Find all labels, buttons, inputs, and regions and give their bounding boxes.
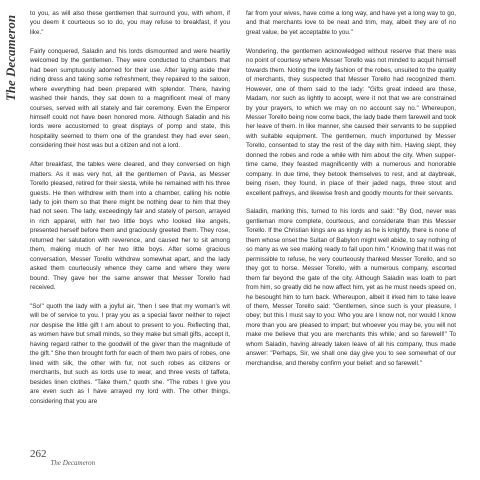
running-title-wrap <box>0 8 22 108</box>
running-title-spine <box>0 0 22 480</box>
footer-title: The Decameron <box>50 459 96 467</box>
paragraph: Saladin, marking this, turned to his lords and said: "By God, never was gentleman more complete, courteous, and considerate than this Messer Torello. If the Christian kings are as kingly as he is knightly, there is none of them whose onset the Sultan of Babylon might well abide, to say nothing of so many as we see making ready to fall upon him." Knowing that it was not permissible to refuse, he very courteously thanked Messer Torello, and so they got to horse. Messer Torello, with a numerous company, escorted them far beyond the gate of the city. Although Saladin was loath to part from him, so greatly did he now affect him, yet as he must needs speed on, he besought him to turn back. Whereupon, albeit it irked him to take leave of them, Messer Torello said: "Gentlemen, since such is your pleasure, I obey; but this I must say to you: Who you are I know not, nor would I know more than you are pleased to impart; but whoever you may be, you will not make me believe that you are merchants this while; and so farewell!" To whom Saladin, having already taken leave of all his company, thus made answer: "Perhaps, Sir, we shall one day give you to see somewhat of our merchandise, and thereby confirm your belief: and so farewell." <box>246 208 456 367</box>
paragraph: far from your wives, have come a long way, and have yet a long way to go, and that merchants love to be neat and trim, may, albeit they are of no great value, be yet acceptable to you." <box>246 10 456 36</box>
page-footer <box>30 448 96 467</box>
paragraph: Wondering, the gentlemen acknowledged without reserve that there was no point of courtesy where Messer Torello was not minded to acquit himself towards them. Noting the lordly fashion of the robes, unsuited to the quality of merchants, they suspected that Messer Torello had recognized them. However, one of them said to the lady: "Gifts great indeed are these, Madam, nor such as lightly to accept, were it not that we are constrained by your prayers, to which we may on no account say no." Whereupon, Messer Torello being now come back, the lady bade them farewell and took her leave of them. In like manner, she caused their servants to be supplied with suitable equipment. The gentlemen, much importuned by Messer Torello, consented to stay the rest of the day with him. Having slept, they donned the robes and rode a while with him about the city. When supper-time came, they feasted magnificently with a numerous and honorable company. In due time, they betook themselves to rest, and at daybreak, being risen, they found, in place of their jaded nags, three stout and excellent palfreys, and likewise fresh and goodly mounts for their servants. <box>246 47 456 197</box>
right-column <box>246 9 456 378</box>
paragraph: "So!" quoth the lady with a joyful air, "then I see that my woman's wit will be of service to you. I pray you as a special favor neither to reject nor despise the little gift I am about to present to you. Reflecting that, as women have but small minds, so they make but small gifts, accept it, having regard rather to the goodwill of the giver than the magnitude of the gift." She then brought forth for each of them two pairs of robes, one lined with silk, the other with fur, not such robes as citizens or merchants, but such as lords use to wear, and three vests of taffeta, besides linen clothes. "Take them," quoth she. "The robes I give you are even such as I have arrayed my lord with. The other things, considering that you are <box>30 303 231 405</box>
running-title: The Decameron <box>3 14 19 102</box>
left-column <box>30 9 230 415</box>
page-number: 262 <box>30 448 47 460</box>
paragraph: Fairly conquered, Saladin and his lords dismounted and were heartily welcomed by the gentlemen. They were conducted to chambers that had been sumptuously adorned for their use. After laying aside their riding dress and taking some refreshment, they repaired to the saloon, where everything had been prepared with splendor. There, having washed their hands, they sat down to a magnificent meal of many courses, served with all stately and fair ceremony. Even the Emperor himself could not have been honored more. Although Saladin and his lords were accustomed to great displays of pomp and state, this hospitality seemed to them one of the grandest they had ever seen, considering their host was but a citizen and not a lord. <box>30 47 230 150</box>
paragraph: to you, as will also these gentlemen that surround you, with whom, if you deem it courteous so to do, you may refuse to breakfast, if you like." <box>30 10 230 36</box>
paragraph: After breakfast, the tables were cleared, and they conversed on high matters. As it was very hot, all the gentlemen of Pavia, as Messer Torello pleased, retired for their siesta, while he remained with his three guests. He then withdrew with them into a chamber, calling his noble lady to join them so that there might be nothing dear to him that they had not seen. The lady, exceedingly fair and stately of person, arrayed in rich apparel, with her two little boys who looked like angels, presented herself before them and graciously greeted them. They rose, returned her salutation with reverence, and caused her to sit among them, making much of her two little boys. After some gracious conversation, Messer Torello withdrew somewhat apart, and the lady asked them courteously whence they came and where they were bound. They gave her the same answer that Messer Torello had received. <box>30 161 230 292</box>
